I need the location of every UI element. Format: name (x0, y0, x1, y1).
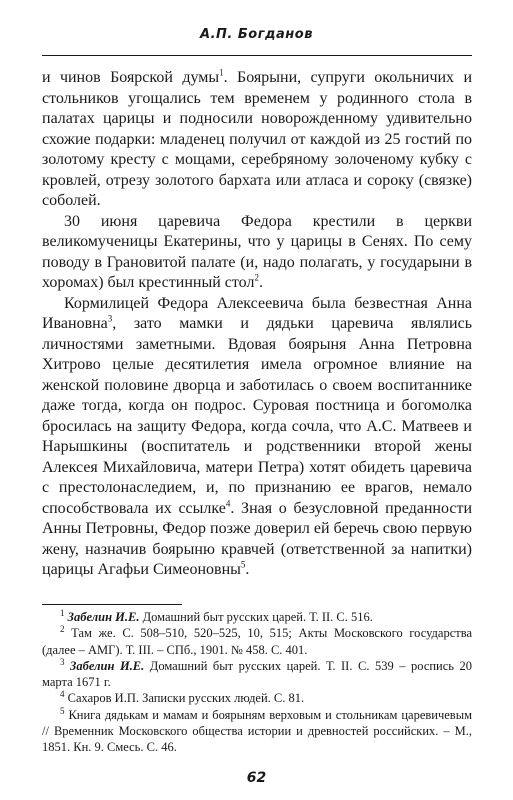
header-rule (42, 55, 472, 56)
footnotes (42, 609, 472, 756)
footnote-text: Книга дядькам и мамам и боярыням верховым и стольникам царевичевым // Временник Московского общества истории и древностей российских. – М., 1851. Кн. 9. Смесь. С. 46. (42, 707, 473, 755)
footnote-text: Домашний быт русских царей. Т. II. С. 539 – роспись 20 марта 1671 г. (42, 658, 473, 690)
paragraph-text: . (258, 274, 263, 291)
footnote-number: 4 (60, 689, 65, 700)
footnote (42, 658, 472, 691)
paragraph (42, 294, 472, 581)
footnote (42, 707, 472, 756)
footnote-ref: 4 (225, 498, 231, 509)
paragraph-text: Кормилицей Федора Алексеевича была безвестная Анна Ивановна (42, 294, 472, 332)
footnote-ref: 1 (219, 67, 224, 78)
footnote (42, 690, 472, 706)
footnote-author: Забелин И.Е. (67, 610, 140, 624)
paragraph-text: . Боярыни, супруги окольничих и стольников угощались тем временем у родинного стола в палатах царицы и подносили новорожденному удивительно схожие подарки: младенец получил от каждой из 25 гостий по золотому кресту с мощами, серебряному золоченому кубку с кровлей, отрезу золотого бархата или атласа и сороку (связке) соболей. (42, 69, 473, 209)
footnote-number: 2 (60, 624, 65, 635)
footnote-text: Сахаров И.П. Записки русских людей. С. 81. (67, 691, 305, 706)
paragraph-text: . (245, 561, 250, 578)
footnote-ref: 3 (107, 313, 113, 324)
paragraph (42, 212, 472, 294)
footnote (42, 625, 472, 658)
footnote-number: 3 (60, 656, 65, 667)
body-text (42, 68, 472, 581)
footnote-separator (42, 604, 182, 605)
paragraph-text: , зато мамки и дядьки царевича являлись личностями заметными. Вдовая боярыня Анна Петровна Хитрово целые десятилетия имела огромное влияние на женской половине дворца и заботилась о своем воспитаннике даже тогда, когда он подрос. Суровая постница и богомолка бросилась на защиту Федора, когда сочла, что А.С. Матвеев и Нарышкины (воспитатель и родственники второй жены Алексея Михайловича, матери Петра) хотят обидеть царевича с престолонаследием, и, по признанию ее врагов, немало способствовала их ссылке (42, 315, 472, 517)
running-head: А.П. Богданов (200, 27, 313, 42)
paragraph-text: 30 июня царевича Федора крестили в церкви великомученицы Екатерины, что у царицы в Сенях. По сему поводу в Грановитой палате (и, надо полагать, у государыни в хоромах) был крестинный стол (42, 212, 472, 291)
footnote-text: Домашний быт русских царей. Т. II. С. 516. (139, 610, 373, 624)
footnote-number: 1 (60, 607, 65, 618)
footnote-ref: 2 (254, 272, 259, 283)
paragraph (42, 68, 472, 212)
footnote-text: Там же. С. 508–510, 520–525, 10, 515; Акты Московского государства (далее – АМГ). Т. III. – СПб., 1901. № 458. С. 401. (42, 626, 473, 657)
paragraph-text: и чинов Боярской думы (42, 69, 220, 86)
footnote (42, 609, 472, 625)
footnote-ref: 5 (240, 559, 246, 570)
paragraph-text: . Зная о безусловной преданности Анны Петровны, Федор позже доверил ей беречь свою первую жену, назначив боярыню кравчей (ответственной за напитки) царицы Агафьи Симеоновны (42, 499, 473, 578)
footnote-number: 5 (60, 705, 65, 716)
footnote-author: Забелин И.Е. (70, 658, 145, 673)
page-number: 62 (246, 770, 267, 786)
